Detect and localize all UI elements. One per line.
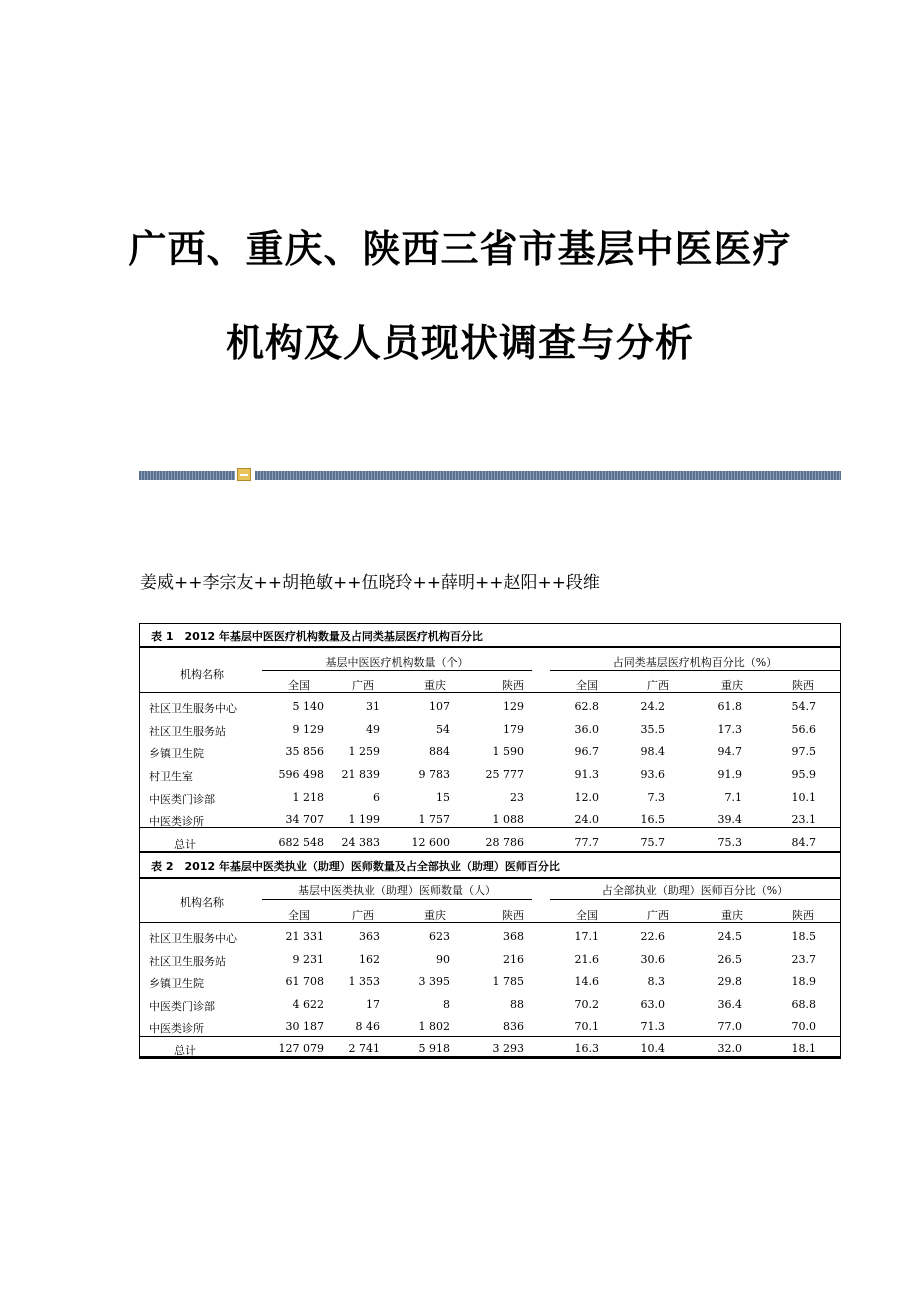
- table1-group1-header: 基层中医医疗机构数量（个）: [325, 656, 469, 669]
- table2-row-0-name: 社区卫生服务中心: [149, 932, 237, 945]
- table1-row-0-cell-4: 62.8: [574, 700, 599, 713]
- table2-row-1-cell-1: 162: [359, 953, 380, 966]
- table2-top-rule: [140, 877, 840, 879]
- table1-row-header: 机构名称: [180, 668, 224, 681]
- table1-row-3-cell-7: 95.9: [791, 768, 816, 781]
- table2-col-header-5: 广西: [647, 909, 669, 922]
- table2-row-4-name: 中医类诊所: [149, 1022, 204, 1035]
- table2-row-0-cell-2: 623: [429, 930, 450, 943]
- table1-row-6-cell-2: 12 600: [411, 836, 450, 849]
- table1-row-2-cell-2: 884: [429, 745, 450, 758]
- table1-row-2-cell-0: 35 856: [285, 745, 324, 758]
- table2-row-0-cell-0: 21 331: [285, 930, 324, 943]
- table2-group2-rule: [550, 899, 840, 900]
- table1-row-4-cell-7: 10.1: [791, 791, 816, 804]
- table1-top-rule: [140, 646, 840, 648]
- table2-row-2-cell-0: 61 708: [285, 975, 324, 988]
- table2-col-header-4: 全国: [576, 909, 598, 922]
- table2-row-5-cell-5: 10.4: [640, 1042, 665, 1055]
- table1-caption: 表 1 2012 年基层中医医疗机构数量及占同类基层医疗机构百分比: [151, 630, 483, 643]
- table1-row-6-cell-0: 682 548: [278, 836, 324, 849]
- table2-row-5-name: 总计: [174, 1044, 196, 1057]
- data-tables: [139, 623, 841, 1059]
- table2-row-0-cell-7: 18.5: [791, 930, 816, 943]
- table1-row-5-cell-2: 1 757: [418, 813, 450, 826]
- table2-col-header-3: 陕西: [502, 909, 524, 922]
- table1-col-header-0: 全国: [288, 679, 310, 692]
- table2-total-rule: [140, 1036, 840, 1037]
- table1-row-5-cell-6: 39.4: [717, 813, 742, 826]
- table1-row-6-cell-6: 75.3: [717, 836, 742, 849]
- table1-group2-rule: [550, 670, 840, 671]
- table2-row-2-cell-2: 3 395: [418, 975, 450, 988]
- table2-row-0-cell-5: 22.6: [640, 930, 665, 943]
- table2-row-2-cell-5: 8.3: [647, 975, 665, 988]
- table2-row-5-cell-7: 18.1: [791, 1042, 816, 1055]
- table1-col-header-5: 广西: [647, 679, 669, 692]
- table1-row-1-cell-4: 36.0: [574, 723, 599, 736]
- table2-row-header: 机构名称: [180, 896, 224, 909]
- table1-row-1-name: 社区卫生服务站: [149, 725, 226, 738]
- table1-row-4-cell-2: 15: [436, 791, 450, 804]
- table1-row-3-cell-3: 25 777: [485, 768, 524, 781]
- table1-group1-rule: [262, 670, 532, 671]
- table1-col-header-3: 陕西: [502, 679, 524, 692]
- table2-row-2-cell-3: 1 785: [492, 975, 524, 988]
- table2-row-5-cell-4: 16.3: [574, 1042, 599, 1055]
- table1-row-4-cell-3: 23: [510, 791, 524, 804]
- table1-row-4-cell-4: 12.0: [574, 791, 599, 804]
- table2-row-2-cell-1: 1 353: [348, 975, 380, 988]
- table1-col-header-7: 陕西: [792, 679, 814, 692]
- table1-row-3-cell-0: 596 498: [278, 768, 324, 781]
- table2-col-header-2: 重庆: [424, 909, 446, 922]
- table1-row-0-cell-3: 129: [503, 700, 524, 713]
- table1-bottom-rule: [140, 851, 840, 853]
- table1-row-3-cell-4: 91.3: [574, 768, 599, 781]
- table1-row-4-cell-6: 7.1: [724, 791, 742, 804]
- table1-row-4-cell-1: 6: [373, 791, 380, 804]
- table2-row-3-cell-5: 63.0: [640, 998, 665, 1011]
- table2-row-3-cell-0: 4 622: [292, 998, 324, 1011]
- table1-row-0-cell-2: 107: [429, 700, 450, 713]
- table2-row-5-cell-1: 2 741: [348, 1042, 380, 1055]
- table2-row-1-name: 社区卫生服务站: [149, 955, 226, 968]
- table1-row-0-cell-0: 5 140: [292, 700, 324, 713]
- author-list: 姜威++李宗友++胡艳敏++伍晓玲++薛明++赵阳++段维: [140, 573, 600, 593]
- table1-row-2-cell-1: 1 259: [348, 745, 380, 758]
- table1-row-4-cell-0: 1 218: [292, 791, 324, 804]
- table1-row-5-cell-5: 16.5: [640, 813, 665, 826]
- table2-row-1-cell-3: 216: [503, 953, 524, 966]
- table2-row-4-cell-4: 70.1: [574, 1020, 599, 1033]
- table1-row-6-cell-5: 75.7: [640, 836, 665, 849]
- table2-row-3-name: 中医类门诊部: [149, 1000, 215, 1013]
- decorative-divider: [139, 471, 841, 480]
- table2-row-5-cell-3: 3 293: [492, 1042, 524, 1055]
- table1-row-4-cell-5: 7.3: [647, 791, 665, 804]
- table1-row-1-cell-3: 179: [503, 723, 524, 736]
- table2-col-header-7: 陕西: [792, 909, 814, 922]
- table2-row-1-cell-0: 9 231: [292, 953, 324, 966]
- table1-row-3-cell-2: 9 783: [418, 768, 450, 781]
- table1-row-3-cell-5: 93.6: [640, 768, 665, 781]
- table2-group2-header: 占全部执业（助理）医师百分比（%）: [601, 884, 789, 897]
- table2-row-4-cell-5: 71.3: [640, 1020, 665, 1033]
- table2-row-1-cell-2: 90: [436, 953, 450, 966]
- table2-row-1-cell-7: 23.7: [791, 953, 816, 966]
- table1-row-6-cell-4: 77.7: [574, 836, 599, 849]
- table2-row-3-cell-4: 70.2: [574, 998, 599, 1011]
- table1-row-2-cell-6: 94.7: [717, 745, 742, 758]
- divider-ornament-icon: [237, 468, 251, 481]
- table1-row-6-name: 总计: [174, 838, 196, 851]
- table1-row-1-cell-7: 56.6: [791, 723, 816, 736]
- table1-row-0-name: 社区卫生服务中心: [149, 702, 237, 715]
- table2-row-0-cell-1: 363: [359, 930, 380, 943]
- table2-row-0-cell-4: 17.1: [574, 930, 599, 943]
- table2-row-0-cell-3: 368: [503, 930, 524, 943]
- table1-row-4-name: 中医类门诊部: [149, 793, 215, 806]
- table2-row-2-cell-7: 18.9: [791, 975, 816, 988]
- table1-group2-header: 占同类基层医疗机构百分比（%）: [612, 656, 778, 669]
- table2-row-3-cell-1: 17: [366, 998, 380, 1011]
- table1-row-3-cell-1: 21 839: [341, 768, 380, 781]
- table2-row-3-cell-6: 36.4: [717, 998, 742, 1011]
- table2-row-1-cell-4: 21.6: [574, 953, 599, 966]
- table1-row-3-cell-6: 91.9: [717, 768, 742, 781]
- table1-row-0-cell-7: 54.7: [791, 700, 816, 713]
- table2-row-1-cell-6: 26.5: [717, 953, 742, 966]
- table1-row-2-name: 乡镇卫生院: [149, 747, 204, 760]
- table2-row-4-cell-3: 836: [503, 1020, 524, 1033]
- table2-row-4-cell-2: 1 802: [418, 1020, 450, 1033]
- table1-col-header-2: 重庆: [424, 679, 446, 692]
- table1-row-5-cell-3: 1 088: [492, 813, 524, 826]
- table1-row-6-cell-3: 28 786: [485, 836, 524, 849]
- table1-row-0-cell-1: 31: [366, 700, 380, 713]
- table1-row-2-cell-3: 1 590: [492, 745, 524, 758]
- table1-row-6-cell-7: 84.7: [791, 836, 816, 849]
- table1-row-5-cell-0: 34 707: [285, 813, 324, 826]
- table2-row-2-cell-4: 14.6: [574, 975, 599, 988]
- table2-row-5-cell-6: 32.0: [717, 1042, 742, 1055]
- table1-col-header-6: 重庆: [721, 679, 743, 692]
- table1-col-header-4: 全国: [576, 679, 598, 692]
- table1-row-2-cell-4: 96.7: [574, 745, 599, 758]
- table2-bottom-rule: [140, 1056, 840, 1058]
- table2-group1-header: 基层中医类执业（助理）医师数量（人）: [298, 884, 496, 897]
- table2-row-4-cell-6: 77.0: [717, 1020, 742, 1033]
- table2-row-2-name: 乡镇卫生院: [149, 977, 204, 990]
- table1-row-5-cell-7: 23.1: [791, 813, 816, 826]
- table2-col-header-1: 广西: [352, 909, 374, 922]
- table1-row-1-cell-1: 49: [366, 723, 380, 736]
- table1-row-5-cell-4: 24.0: [574, 813, 599, 826]
- table2-row-1-cell-5: 30.6: [640, 953, 665, 966]
- table1-row-3-name: 村卫生室: [149, 770, 193, 783]
- table2-row-4-cell-0: 30 187: [285, 1020, 324, 1033]
- table1-row-5-name: 中医类诊所: [149, 815, 204, 828]
- table2-caption: 表 2 2012 年基层中医类执业（助理）医师数量及占全部执业（助理）医师百分比: [151, 860, 560, 873]
- table1-row-1-cell-2: 54: [436, 723, 450, 736]
- table1-row-2-cell-5: 98.4: [640, 745, 665, 758]
- table2-row-5-cell-0: 127 079: [278, 1042, 324, 1055]
- table2-group1-rule: [262, 899, 532, 900]
- table2-row-4-cell-1: 8 46: [355, 1020, 380, 1033]
- table2-row-5-cell-2: 5 918: [418, 1042, 450, 1055]
- document-title-line-2: 机构及人员现状调查与分析: [225, 320, 694, 365]
- table1-row-2-cell-7: 97.5: [791, 745, 816, 758]
- table1-row-0-cell-5: 24.2: [640, 700, 665, 713]
- table2-col-header-0: 全国: [288, 909, 310, 922]
- table2-row-0-cell-6: 24.5: [717, 930, 742, 943]
- table2-row-4-cell-7: 70.0: [791, 1020, 816, 1033]
- table2-col-header-6: 重庆: [721, 909, 743, 922]
- table1-total-rule: [140, 827, 840, 828]
- table1-row-5-cell-1: 1 199: [348, 813, 380, 826]
- table1-row-1-cell-6: 17.3: [717, 723, 742, 736]
- table1-col-header-1: 广西: [352, 679, 374, 692]
- table1-row-0-cell-6: 61.8: [717, 700, 742, 713]
- table1-row-1-cell-0: 9 129: [292, 723, 324, 736]
- table2-row-2-cell-6: 29.8: [717, 975, 742, 988]
- document-title-line-1: 广西、重庆、陕西三省市基层中医医疗: [128, 226, 792, 271]
- table1-row-1-cell-5: 35.5: [640, 723, 665, 736]
- table1-row-6-cell-1: 24 383: [341, 836, 380, 849]
- table2-row-3-cell-2: 8: [443, 998, 450, 1011]
- table2-row-3-cell-3: 88: [510, 998, 524, 1011]
- table2-row-3-cell-7: 68.8: [791, 998, 816, 1011]
